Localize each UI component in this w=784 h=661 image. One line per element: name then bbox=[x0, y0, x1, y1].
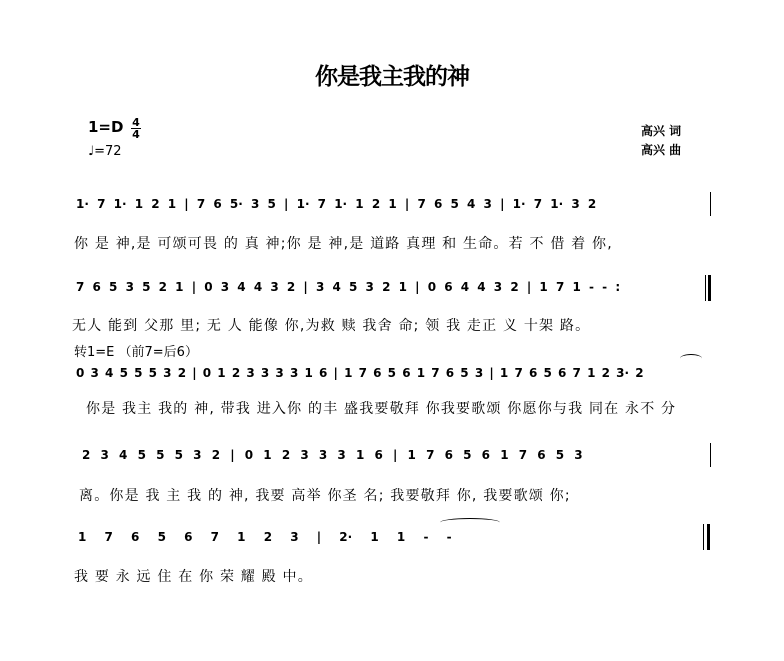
lyrics-line-2: 无人 能到 父那 里; 无 人 能像 你,为救 赎 我舍 命; 领 我 走正 义 十架 路。 bbox=[72, 318, 591, 334]
modulation-note: 转1=E （前7=后6） bbox=[74, 345, 198, 360]
lyricist-credit: 高兴 词 bbox=[641, 124, 682, 138]
slur bbox=[680, 354, 702, 363]
slur bbox=[440, 518, 500, 527]
notation-line-2: 7 6 5 3 5 2 1 | 0 3 4 4 3 2 | 3 4 5 3 2 1 | 0 6 4 4 3 2 | 1 7 1 - - : bbox=[76, 280, 621, 294]
key-signature: 1=D bbox=[88, 118, 124, 136]
notation-line-5: 1 7 6 5 6 7 1 2 3 | 2· 1 1 - - bbox=[78, 530, 452, 544]
repeat-barline bbox=[708, 275, 711, 301]
credits bbox=[641, 122, 681, 160]
notation-line-4: 2 3 4 5 5 5 3 2 | 0 1 2 3 3 3 1 6 | 1 7 6 5 6 1 7 6 5 3 bbox=[82, 448, 583, 462]
time-signature-top: 4 bbox=[132, 116, 140, 129]
final-barline bbox=[707, 524, 710, 550]
lyrics-line-1: 你 是 神,是 可颂可畏 的 真 神;你 是 神,是 道路 真理 和 生命。若 不 借 着 你, bbox=[74, 236, 613, 252]
tempo-marking: ♩=72 bbox=[88, 144, 122, 159]
barline bbox=[705, 275, 706, 301]
song-title: 你是我主我的神 bbox=[315, 64, 469, 90]
barline bbox=[710, 192, 711, 216]
lyrics-line-4: 离。你是 我 主 我 的 神, 我要 高举 你圣 名; 我要敬拜 你, 我要歌颂 你; bbox=[79, 488, 571, 504]
notation-line-1: 1· 7 1· 1 2 1 | 7 6 5· 3 5 | 1· 7 1· 1 2 1 | 7 6 5 4 3 | 1· 7 1· 3 2 bbox=[76, 197, 597, 211]
notation-line-3: 0 3 4 5 5 5 3 2 | 0 1 2 3 3 3 3 1 6 | 1 7 6 5 6 1 7 6 5 3 | 1 7 6 5 6 7 1 2 3· 2 bbox=[76, 366, 644, 380]
barline bbox=[703, 524, 704, 550]
composer-credit: 高兴 曲 bbox=[641, 143, 682, 157]
time-signature bbox=[131, 117, 141, 140]
barline bbox=[710, 443, 711, 467]
lyrics-line-3: 你是 我主 我的 神, 带我 进入你 的丰 盛我要敬拜 你我要歌颂 你愿你与我 同在 永不 分 bbox=[86, 401, 677, 417]
time-signature-bottom: 4 bbox=[132, 128, 140, 141]
lyrics-line-5: 我 要 永 远 住 在 你 荣 耀 殿 中。 bbox=[74, 569, 313, 585]
